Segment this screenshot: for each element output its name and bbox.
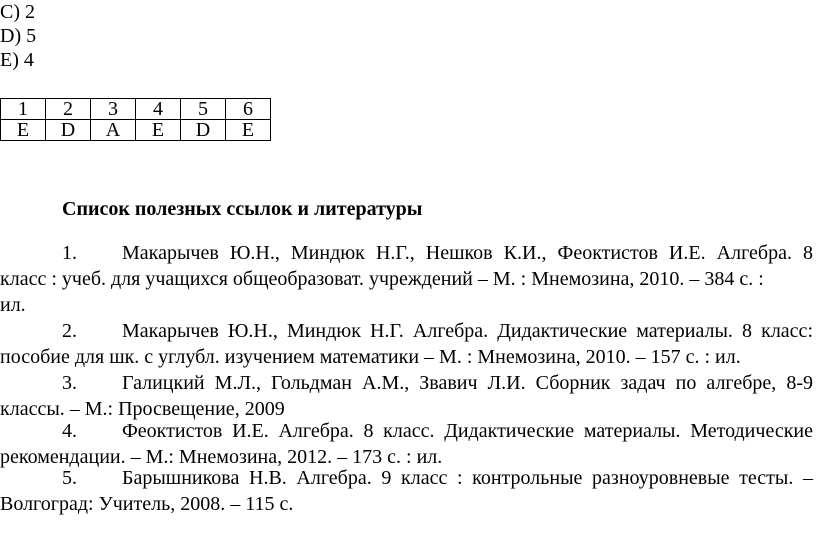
reference-number: 2. (62, 320, 77, 342)
table-cell: A (91, 120, 136, 141)
reference-text: Феоктистов И.Е. Алгебра. 8 класс. Дидактические материалы. Методические (122, 420, 813, 442)
table-cell: D (46, 120, 91, 141)
reference-text-continuation: ил. (0, 294, 26, 316)
reference-text: Галицкий М.Л., Гольдман А.М., Звавич Л.И. Сборник задач по алгебре, 8-9 (122, 372, 813, 394)
option-d: D) 5 (0, 25, 37, 47)
option-e: E) 4 (0, 49, 34, 71)
table-cell: E (226, 120, 271, 141)
table-cell: 4 (136, 99, 181, 120)
table-cell: 1 (1, 99, 46, 120)
table-cell: D (181, 120, 226, 141)
reference-text-continuation: классы. – М.: Просвещение, 2009 (0, 398, 285, 420)
reference-text-continuation: класс : учеб. для учащихся общеобразоват. учреждений – М. : Мнемозина, 2010. – 384 с. : (0, 268, 764, 290)
reference-text: Барышникова Н.В. Алгебра. 9 класс : контрольные разноуровневые тесты. – (122, 467, 813, 489)
table-cell: 5 (181, 99, 226, 120)
reference-item (0, 418, 813, 470)
reference-text: Макарычев Ю.Н., Миндюк Н.Г., Нешков К.И., Феоктистов И.Е. Алгебра. 8 (122, 242, 813, 264)
reference-number: 1. (62, 242, 77, 264)
reference-text-continuation: Волгоград: Учитель, 2008. – 115 с. (0, 493, 294, 515)
reference-item (0, 370, 813, 422)
answers-table-answer-row (1, 120, 271, 141)
reference-text: Макарычев Ю.Н., Миндюк Н.Г. Алгебра. Дидактические материалы. 8 класс: (122, 320, 813, 342)
reference-item (0, 465, 813, 517)
table-cell: 6 (226, 99, 271, 120)
answers-table-header-row (1, 99, 271, 120)
reference-item (0, 318, 813, 370)
reference-item (0, 240, 813, 318)
references-heading: Список полезных ссылок и литературы (62, 198, 423, 220)
option-c: C) 2 (0, 1, 35, 23)
reference-text-continuation: рекомендации. – М.: Мнемозина, 2012. – 173 с. : ил. (0, 446, 443, 468)
table-cell: E (136, 120, 181, 141)
table-cell: E (1, 120, 46, 141)
reference-number: 3. (62, 372, 77, 394)
reference-number: 5. (62, 467, 77, 489)
table-cell: 2 (46, 99, 91, 120)
answers-table (0, 98, 271, 141)
reference-number: 4. (62, 420, 77, 442)
reference-text-continuation: пособие для шк. с углубл. изучением математики – М. : Мнемозина, 2010. – 157 с. : ил. (0, 346, 741, 368)
table-cell: 3 (91, 99, 136, 120)
